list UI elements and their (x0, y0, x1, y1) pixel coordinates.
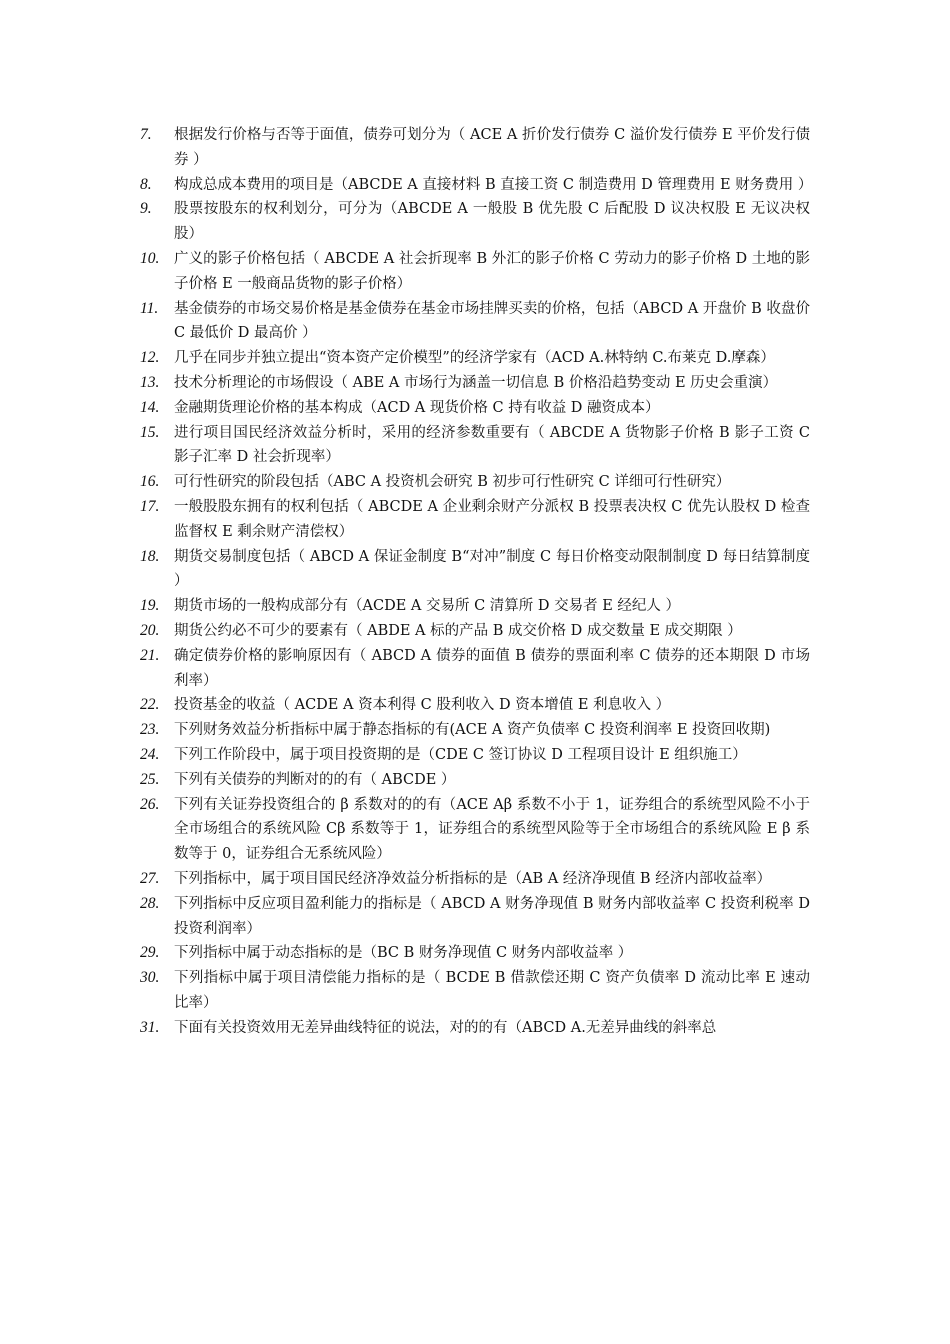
question-item (140, 867, 810, 892)
question-number: 21. (140, 646, 160, 664)
question-text: 根据发行价格与否等于面值，债券可划分为（ ACE A 折价发行债券 C 溢价发行债券 E 平价发行债券 ） (174, 127, 810, 168)
question-text: 期货公约必不可少的要素有（ ABDE A 标的产品 B 成交价格 D 成交数量 E 成交期限 ） (174, 622, 742, 639)
question-item (140, 644, 810, 694)
question-text: 下列指标中，属于项目国民经济净效益分析指标的是（AB A 经济净现值 B 经济内部收益率） (174, 870, 772, 887)
question-number: 19. (140, 597, 160, 615)
question-item (140, 396, 810, 421)
question-item (140, 693, 810, 718)
question-text: 技术分析理论的市场假设（ ABE A 市场行为涵盖一切信息 B 价格沿趋势变动 E 历史会重演） (174, 374, 778, 391)
question-item (140, 793, 810, 867)
question-number: 13. (140, 373, 160, 391)
question-text: 金融期货理论价格的基本构成（ACD A 现货价格 C 持有收益 D 融资成本） (174, 399, 660, 416)
question-list (140, 123, 813, 1040)
question-number: 24. (140, 745, 160, 763)
question-item (140, 718, 810, 743)
question-number: 22. (140, 696, 160, 714)
question-item (140, 495, 810, 545)
question-text: 下列指标中属于动态指标的是（BC B 财务净现值 C 财务内部收益率 ） (174, 945, 633, 962)
question-text: 几乎在同步并独立提出“资本资产定价模型”的经济学家有（ACD A.林特纳 C.布莱克 D.摩森） (174, 350, 775, 367)
question-text: 下列有关债券的判断对的的有（ ABCDE ） (174, 771, 456, 788)
question-number: 31. (140, 1018, 160, 1036)
question-text: 投资基金的收益（ ACDE A 资本利得 C 股利收入 D 资本增值 E 利息收入 ） (174, 697, 671, 714)
question-number: 10. (140, 249, 160, 267)
question-item (140, 371, 810, 396)
question-item (140, 743, 810, 768)
question-number: 17. (140, 497, 160, 515)
question-item (140, 247, 810, 297)
question-number: 25. (140, 770, 160, 788)
question-text: 下列财务效益分析指标中属于静态指标的有(ACE A 资产负债率 C 投资利润率 E 投资回收期) (174, 722, 771, 739)
question-number: 20. (140, 621, 160, 639)
question-number: 14. (140, 398, 160, 416)
question-text: 构成总成本费用的项目是（ABCDE A 直接材料 B 直接工资 C 制造费用 D 管理费用 E 财务费用 ） (174, 176, 813, 193)
question-item (140, 768, 810, 793)
question-text: 下面有关投资效用无差异曲线特征的说法，对的的有（ABCD A.无差异曲线的斜率总 (174, 1019, 717, 1036)
question-number: 11. (140, 299, 159, 317)
question-text: 下列有关证券投资组合的 β 系数对的的有（ACE Aβ 系数不小于 1，证券组合的系统型风险不小于全市场组合的系统风险 Cβ 系数等于 1，证券组合的系统型风险等于全市场组合的系统风险 E β 系数等于 0，证券组合无系统风险） (174, 796, 810, 863)
question-number: 23. (140, 721, 160, 739)
question-text: 期货市场的一般构成部分有（ACDE A 交易所 C 清算所 D 交易者 E 经纪人 ） (174, 598, 681, 615)
question-number: 12. (140, 349, 160, 367)
question-text: 一般股股东拥有的权利包括（ ABCDE A 企业剩余财产分派权 B 投票表决权 C 优先认股权 D 检查监督权 E 剩余财产清偿权） (174, 498, 810, 540)
question-item (140, 966, 810, 1016)
question-number: 29. (140, 944, 160, 962)
question-item (140, 421, 810, 471)
question-text: 基金债券的市场交易价格是基金债券在基金市场挂牌买卖的价格，包括（ABCD A 开盘价 B 收盘价 C 最低价 D 最高价 ） (174, 300, 810, 342)
question-item (140, 619, 810, 644)
question-number: 9. (140, 200, 152, 218)
question-item (140, 297, 810, 347)
question-item (140, 173, 813, 198)
question-item (140, 941, 810, 966)
question-number: 15. (140, 423, 160, 441)
question-item (140, 197, 810, 247)
question-item (140, 545, 810, 595)
question-number: 26. (140, 795, 160, 813)
question-text: 期货交易制度包括（ ABCD A 保证金制度 B“对冲”制度 C 每日价格变动限制制度 D 每日结算制度 ） (174, 548, 810, 590)
question-item (140, 346, 810, 371)
question-text: 广义的影子价格包括（ ABCDE A 社会折现率 B 外汇的影子价格 C 劳动力的影子价格 D 土地的影子价格 E 一般商品货物的影子价格） (174, 250, 810, 292)
question-text: 进行项目国民经济效益分析时，采用的经济参数重要有（ ABCDE A 货物影子价格 B 影子工资 C 影子汇率 D 社会折现率） (174, 424, 810, 466)
question-item (140, 1016, 810, 1041)
question-text: 股票按股东的权利划分，可分为（ABCDE A 一般股 B 优先股 C 后配股 D 议决权股 E 无议决权股） (174, 201, 810, 243)
question-item (140, 123, 810, 173)
question-text: 确定债券价格的影响原因有（ ABCD A 债券的面值 B 债券的票面利率 C 债券的还本期限 D 市场利率） (174, 647, 810, 689)
question-text: 下列指标中反应项目盈利能力的指标是（ ABCD A 财务净现值 B 财务内部收益率 C 投资利税率 D 投资利润率） (174, 895, 810, 937)
question-number: 16. (140, 473, 160, 491)
question-number: 28. (140, 894, 160, 912)
question-number: 18. (140, 547, 160, 565)
question-number: 27. (140, 869, 160, 887)
question-item (140, 892, 810, 942)
question-text: 下列指标中属于项目清偿能力指标的是（ BCDE B 借款偿还期 C 资产负债率 D 流动比率 E 速动比率） (174, 970, 810, 1011)
question-number: 7. (140, 126, 152, 143)
question-item (140, 470, 810, 495)
question-text: 下列工作阶段中，属于项目投资期的是（CDE C 签订协议 D 工程项目设计 E 组织施工） (174, 746, 747, 763)
question-text: 可行性研究的阶段包括（ABC A 投资机会研究 B 初步可行性研究 C 详细可行性研究） (174, 474, 731, 491)
question-number: 8. (140, 175, 152, 193)
question-item (140, 594, 810, 619)
question-number: 30. (140, 969, 160, 987)
